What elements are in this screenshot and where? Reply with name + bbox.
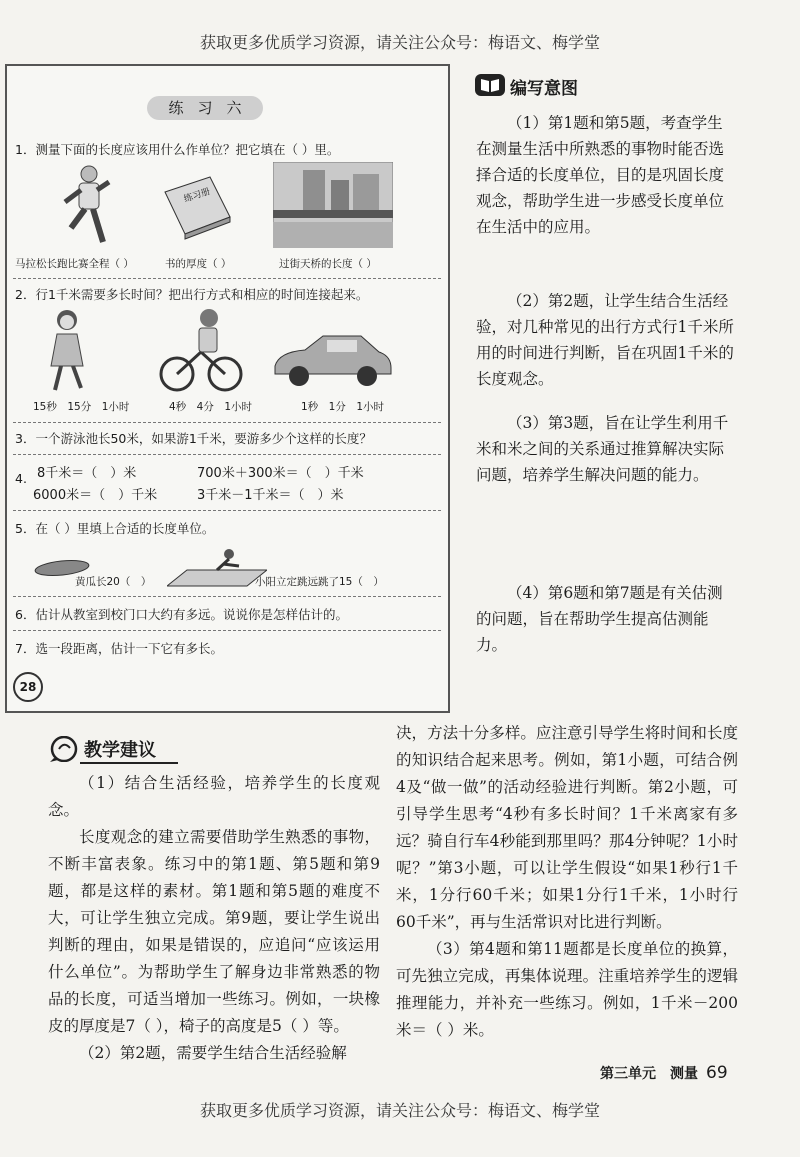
q2-options-walk: 15秒 15分 1小时 — [33, 401, 130, 413]
q1-caption-marathon: 马拉松长跑比赛全程（ ） — [15, 258, 134, 270]
suggestion-point-1-body: 长度观念的建立需要借助学生熟悉的事物，不断丰富表象。练习中的第1题、第5题和第9题，都是这样的素材。第1题和第5题的难度不大，可让学生独立完成。第9题，要让学生说出判断的理由，如果是错误的，应追问“应该运用什么单位”。为帮助学生了解身边非常熟悉的物品的长度，可适当增加一些练习。例如，一块橡皮的厚度是7（ ），椅子的高度是5（ ）等。 — [48, 828, 380, 1035]
textbook-page — [5, 64, 450, 713]
q5-caption-longjump: 小阳立定跳远跳了15（ ） — [255, 576, 384, 588]
question-3: 3．一个游泳池长50米，如果游1千米，要游多少个这样的长度？ — [15, 431, 372, 446]
car-illustration — [269, 328, 395, 388]
book-illustration — [155, 172, 235, 242]
q4-item-3: 6000米＝（ ）千米 — [33, 488, 158, 503]
question-1: 1．测量下面的长度应该用什么作单位？把它填在（ ）里。 — [15, 142, 340, 157]
footer-watermark: 获取更多优质学习资源，请关注公众号：梅语文、梅学堂 — [199, 1101, 600, 1120]
suggestion-heading-label: 教学建议 — [84, 740, 156, 761]
q4-item-4: 3千米－1千米＝（ ）米 — [197, 488, 344, 503]
question-6: 6．估计从教室到校门口大约有多远。说说你是怎样估计的。 — [15, 607, 348, 622]
q1-caption-book: 书的厚度（ ） — [165, 258, 232, 270]
chapter-footer — [600, 1063, 728, 1083]
intent-heading-label: 编写意图 — [510, 79, 578, 99]
q4-item-1: 8千米＝（ ）米 — [37, 466, 137, 481]
question-4-label: 4. — [15, 471, 27, 486]
q5-caption-cucumber: 黄瓜长20（ ） — [75, 576, 152, 588]
runner-illustration — [51, 162, 121, 250]
intent-paragraph-4: （4）第6题和第7题是有关估测的问题，旨在帮助学生提高估测能力。 — [476, 584, 723, 654]
long-jump-illustration — [167, 546, 267, 590]
divider — [13, 630, 441, 631]
divider — [13, 596, 441, 597]
divider — [13, 510, 441, 511]
suggestion-left-column — [48, 770, 380, 1067]
q4-item-2: 700米＋300米＝（ ）千米 — [197, 466, 364, 481]
intent-paragraph-1: （1）第1题和第5题，考查学生在测量生活中所熟悉的事物时能否选择合适的长度单位，目的是巩固长度观念，帮助学生进一步感受长度单位在生活中的应用。 — [476, 114, 725, 236]
heading-underline — [80, 762, 178, 764]
exercise-title: 练习六 — [147, 96, 263, 120]
divider — [13, 454, 441, 455]
q2-options-bike: 4秒 4分 1小时 — [169, 401, 253, 413]
bridge-photo — [273, 162, 393, 248]
book-cover-label: 练习册 — [182, 186, 212, 205]
suggestion-point-3: （3）第4题和第11题都是长度单位的换算，可先独立完成，再集体说理。注重培养学生的逻辑推理能力，并补充一些练习。例如，1千米－200米＝（ ）米。 — [396, 940, 738, 1039]
intent-paragraph-3: （3）第3题，旨在让学生利用千米和米之间的关系通过推算解决实际问题，培养学生解决问题的能力。 — [476, 414, 729, 484]
suggestion-point-2-continued: 决，方法十分多样。应注意引导学生将时间和长度的知识结合起来思考。例如，第1小题，可结合例4及“做一做”的活动经验进行判断。第2小题，可引导学生思考“4秒有多长时间？1千米离家有多远？骑自行车4秒能到那里吗？那4分钟呢？1小时呢？”第3小题，可以让学生假设“如果1秒行1千米，1分行60千米；如果1分行1千米，1小时行60千米”，再与生活常识对比进行判断。 — [396, 724, 738, 931]
header-watermark: 获取更多优质学习资源，请关注公众号：梅语文、梅学堂 — [199, 33, 600, 52]
suggestion-right-column — [396, 720, 738, 1044]
page-number: 69 — [706, 1063, 728, 1083]
divider — [13, 422, 441, 423]
chapter-label: 第三单元 测量 — [600, 1066, 698, 1082]
divider — [13, 278, 441, 279]
textbook-page-number: 28 — [13, 672, 43, 702]
cyclist-illustration — [159, 306, 243, 396]
question-5: 5．在（ ）里填上合适的长度单位。 — [15, 521, 215, 536]
q1-caption-bridge: 过街天桥的长度（ ） — [279, 258, 377, 270]
chat-bubble-icon — [50, 736, 80, 762]
book-icon — [474, 72, 506, 98]
walking-girl-illustration — [39, 308, 97, 394]
suggestion-point-2: （2）第2题，需要学生结合生活经验解 — [79, 1044, 347, 1062]
question-2: 2．行1千米需要多长时间？把出行方式和相应的时间连接起来。 — [15, 287, 369, 302]
intent-paragraph-2: （2）第2题，让学生结合生活经验，对几种常见的出行方式行1千米所用的时间进行判断，旨在巩固1千米的长度观念。 — [476, 292, 734, 388]
q2-options-car: 1秒 1分 1小时 — [301, 401, 385, 413]
suggestion-point-1: （1）结合生活经验，培养学生的长度观念。 — [48, 774, 380, 819]
question-7: 7．选一段距离，估计一下它有多长。 — [15, 641, 223, 656]
